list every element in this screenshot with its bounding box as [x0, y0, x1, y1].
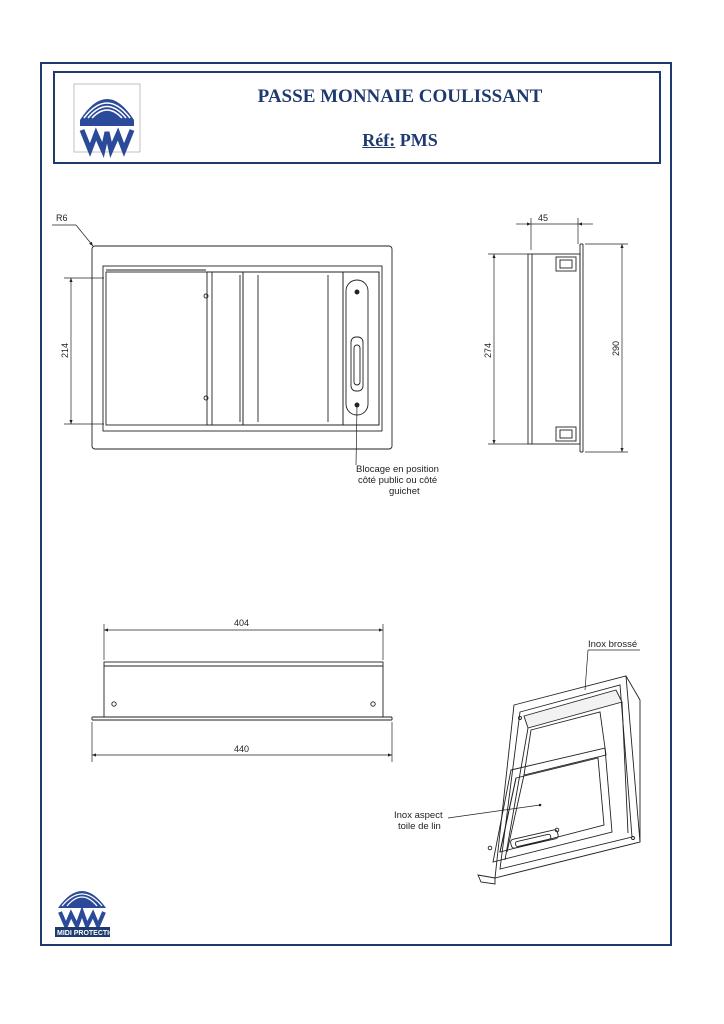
- front-view: [92, 246, 392, 449]
- brushed-callout: [585, 639, 640, 690]
- radius-label: R6: [56, 213, 68, 223]
- radius-callout: [52, 213, 93, 246]
- bottom-view: [92, 662, 392, 720]
- bottom-inner-dimension: [104, 624, 383, 660]
- linen-note-line1: Inox aspect: [394, 810, 443, 821]
- isometric-view: [478, 676, 640, 884]
- linen-callout: [394, 804, 541, 832]
- linen-note-line2: toile de lin: [398, 821, 441, 832]
- drawing-title: PASSE MONNAIE COULISSANT: [257, 86, 543, 107]
- blocking-note-line3: guichet: [389, 486, 420, 497]
- side-depth-label: 45: [538, 213, 549, 223]
- side-depth-dimension: [516, 218, 593, 250]
- side-outer-dimension: [585, 244, 628, 452]
- company-logo-top: [74, 84, 140, 152]
- brushed-note: Inox brossé: [588, 639, 638, 650]
- bottom-outer-dimension: [92, 722, 392, 762]
- side-inner-label: 274: [483, 342, 493, 358]
- bottom-inner-label: 404: [234, 618, 250, 628]
- brand-name: MIDI PROTECTION: [57, 930, 120, 937]
- side-view: [528, 244, 583, 452]
- side-outer-label: 290: [611, 340, 621, 356]
- blocking-note-line2: côté public ou côté: [358, 475, 438, 486]
- blocking-callout: [356, 405, 439, 497]
- reference-label: Réf:: [362, 130, 396, 150]
- blocking-note-line1: Blocage en position: [356, 464, 439, 475]
- front-height-dimension: [64, 278, 104, 424]
- reference-value: PMS: [399, 130, 438, 150]
- side-inner-dimension: [488, 254, 528, 444]
- company-logo-bottom: [55, 891, 120, 937]
- front-height-label: 214: [60, 342, 70, 358]
- bottom-outer-label: 440: [234, 744, 250, 754]
